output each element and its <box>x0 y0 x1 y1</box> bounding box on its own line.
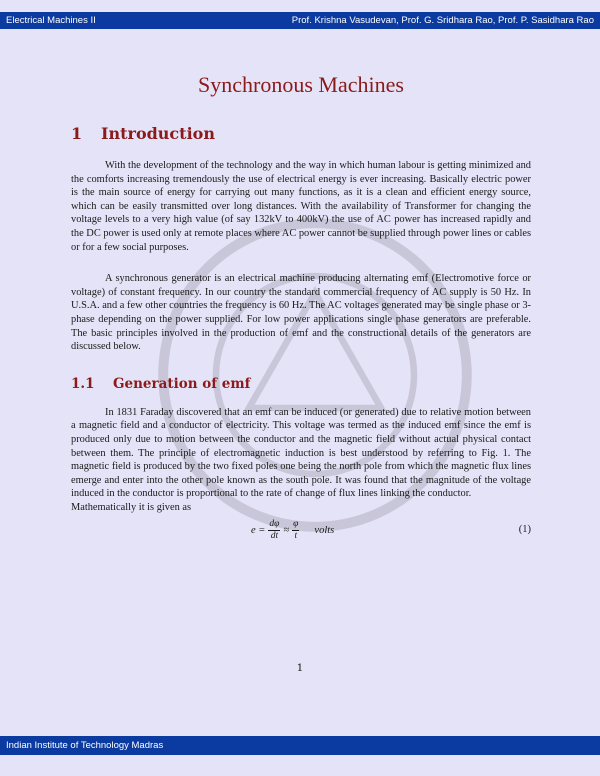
equation-lhs: e = <box>251 524 266 536</box>
section-number: 1 <box>71 124 83 143</box>
math-intro: Mathematically it is given as <box>71 501 192 513</box>
intro-paragraph-1: With the development of the technology and the way in which human labour is getting minimized and the comforts increasing tremendously the use of electrical energy is ever increasing. Basically electric power is the main source of energy for carrying out many functions, as it is a clean and efficient energy source, which can be easily transmitted over long distances. With the availability of Transformer for changing the voltage levels to a very high value (of say 132kV to 400kV) the use of AC power has increased rapidly and the DC power is used only at remote places where AC power cannot be supplied through power lines or cables or for a few social purposes. <box>71 160 531 253</box>
section-title: Introduction <box>101 124 215 143</box>
page-number: 1 <box>296 662 304 674</box>
equation-number: (1) <box>518 524 531 536</box>
fraction-denominator: t <box>294 530 298 541</box>
fraction-phi-t <box>292 519 299 542</box>
approx-sign: ≈ <box>283 524 290 536</box>
fraction-numerator: dφ <box>269 518 280 529</box>
fraction-dphi-dt <box>268 519 280 542</box>
page-title: Synchronous Machines <box>198 72 404 97</box>
equation-unit: volts <box>314 524 335 536</box>
emf-paragraph: In 1831 Faraday discovered that an emf can be induced (or generated) due to relative motion between a magnetic field and a conductor of electricity. This voltage was termed as the induced emf since the emf is produced only due to motion between the conductor and the magnetic field without actual physical contact between them. The principle of electromagnetic induction is best understood by referring to Fig. 1. The magnetic field is produced by the two fixed poles one being the north pole from which the magnetic flux lines emerge and enter into the other pole known as the south pole. It was found that the magnitude of the voltage induced in the conductor is proportional to the rate of change of flux lines linking the conductor. <box>71 406 531 500</box>
fraction-denominator: dt <box>270 530 279 541</box>
authors: Prof. Krishna Vasudevan, Prof. G. Sridhara Rao, Prof. P. Sasidhara Rao <box>291 15 594 26</box>
course-title: Electrical Machines II <box>6 15 96 26</box>
document-body <box>71 72 531 544</box>
footer-bar <box>0 736 600 755</box>
institute-name: Indian Institute of Technology Madras <box>6 740 164 751</box>
intro-paragraph-2: A synchronous generator is an electrical machine producing alternating emf (Electromotive force or voltage) of constant frequency. In our country the standard commercial frequency of AC supply is 50 Hz. In U.S.A. and a few other countries the frequency is 60 Hz. The AC voltages generated may be single phase or 3-phase depending on the power supplied. For low power applications single phase generators are preferable. The basic principles involved in the production of emf and the constructional details of the generators are discussed below. <box>71 273 531 353</box>
subsection-title: Generation of emf <box>113 375 251 392</box>
header-bar <box>0 12 600 29</box>
section-heading <box>71 124 531 143</box>
fraction-numerator: φ <box>293 518 299 529</box>
subsection-number: 1.1 <box>71 375 95 392</box>
equation-1 <box>71 516 531 544</box>
subsection-heading <box>71 376 531 392</box>
